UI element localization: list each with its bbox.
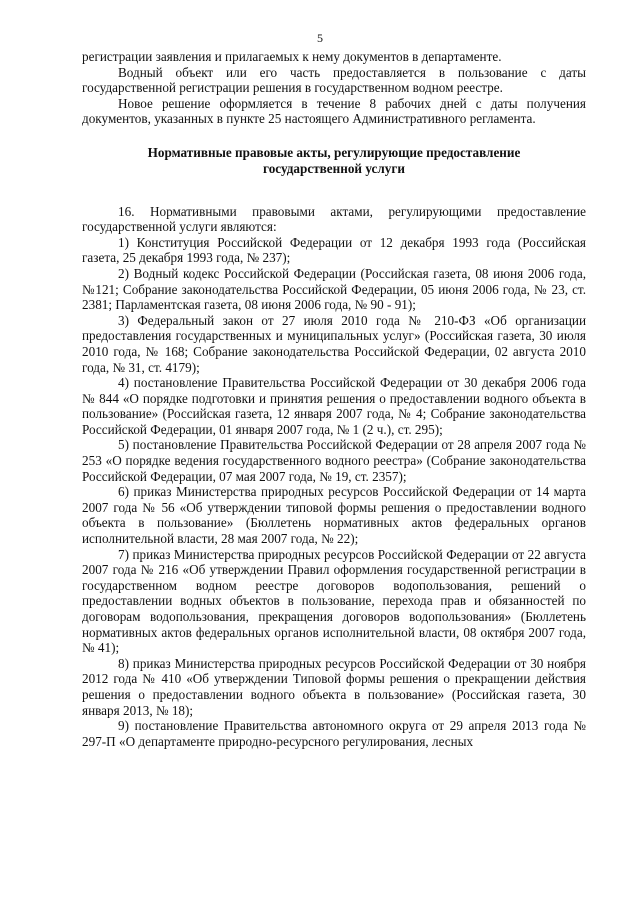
intro-paragraph-1: регистрации заявления и прилагаемых к нему документов в департаменте.	[82, 49, 502, 64]
page-content	[82, 49, 586, 749]
list-item: 4) постановление Правительства Российской Федерации от 30 декабря 2006 года № 844 «О порядке подготовки и принятия решения о предоставлении водного объекта в пользование» (Российская газета, 12 января 2007 года, № 4; Собрание законодательства Российской Федерации, 01 января 2007 года, № 1 (2 ч.), ст. 295);	[82, 375, 586, 437]
intro-paragraph-3: Новое решение оформляется в течение 8 рабочих дней с даты получения документов, указанных в пункте 25 настоящего Административного регламента.	[82, 95, 586, 127]
page-number: 5	[317, 31, 323, 45]
list-item: 7) приказ Министерства природных ресурсов Российской Федерации от 22 августа 2007 года № 216 «Об утверждении Правил оформления государственной регистрации в государственном водном реестре договоров водопользования, решений о предоставлении водных объектов в пользование, перехода прав и обязанностей по договорам водопользования, прекращения договоров водопользования» (Бюллетень нормативных актов федеральных органов исполнительной власти, 08 октября 2007 года, № 41);	[82, 546, 586, 656]
list-item: 3) Федеральный закон от 27 июля 2010 года № 210-ФЗ «Об организации предоставления государственных и муниципальных услуг» (Российская газета, 30 июля 2010 года, № 168; Собрание законодательства Российской Федерации, 02 августа 2010 года, № 31, ст. 4179);	[82, 312, 586, 375]
section-heading-line-2: государственной услуги	[263, 160, 405, 176]
list-item: 8) приказ Министерства природных ресурсов Российской Федерации от 30 ноября 2012 года № 410 «Об утверждении Типовой формы решения о прекращении действия решения о предоставлении водного объекта в пользование» (Российская газета, 30 января 2013, № 18);	[82, 655, 586, 718]
section-heading	[82, 145, 586, 177]
section-lead-paragraph: 16. Нормативными правовыми актами, регулирующими предоставление государственной услуги являются:	[82, 203, 586, 235]
list-item: 9) постановление Правительства автономного округа от 29 апреля 2013 года № 297-П «О департаменте природно-ресурсного регулирования, лесных	[82, 718, 586, 749]
list-item: 5) постановление Правительства Российской Федерации от 28 апреля 2007 года № 253 «О порядке ведения государственного водного реестра» (Собрание законодательства Российской Федерации, 07 мая 2007 года, № 19, ст. 2357);	[82, 437, 586, 484]
list-item: 1) Конституция Российской Федерации от 12 декабря 1993 года (Российская газета, 25 декабря 1993 года, № 237);	[82, 234, 586, 266]
list-item: 2) Водный кодекс Российской Федерации (Российская газета, 08 июня 2006 года, №121; Собрание законодательства Российской Федерации, 05 июня 2006 года, № 23, ст. 2381; Парламентская газета, 08 июня 2006 года, № 90 - 91);	[82, 265, 586, 313]
section-heading-line-1: Нормативные правовые акты, регулирующие предоставление	[147, 144, 521, 160]
intro-paragraph-2: Водный объект или его часть предоставляется в пользование с даты государственной регистрации решения в государственном водном реестре.	[82, 64, 586, 96]
list-item: 6) приказ Министерства природных ресурсов Российской Федерации от 14 марта 2007 года № 56 «Об утверждении типовой формы решения о предоставлении водного объекта в пользование» (Бюллетень нормативных актов федеральных органов исполнительной власти, 28 мая 2007 года, № 22);	[82, 484, 586, 547]
